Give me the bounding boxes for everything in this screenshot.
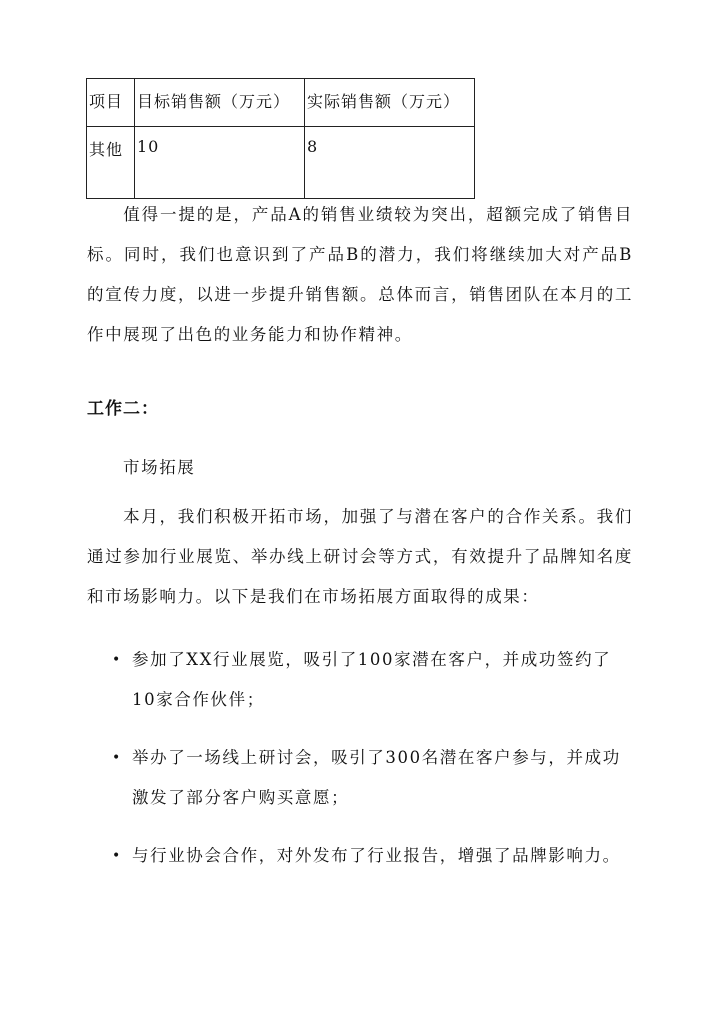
table-row — [87, 127, 475, 199]
list-item — [87, 640, 633, 720]
achievement-list — [87, 640, 633, 894]
table-header-cell: 目标销售额（万元） — [135, 79, 305, 127]
bullet-icon: • — [112, 848, 122, 864]
section-heading: 工作二： — [87, 399, 159, 419]
table-header-cell: 实际销售额（万元） — [305, 79, 475, 127]
summary-paragraph — [87, 195, 633, 355]
table-header-row — [87, 79, 475, 127]
list-item — [87, 738, 633, 818]
bullet-icon: • — [112, 652, 122, 668]
section-subheading: 市场拓展 — [123, 458, 196, 477]
intro-paragraph — [87, 497, 633, 617]
table-cell: 10 — [135, 127, 305, 199]
list-item — [87, 836, 633, 876]
table-cell: 8 — [305, 127, 475, 199]
intro-paragraph-text: 本月，我们积极开拓市场，加强了与潜在客户的合作关系。我们通过参加行业展览、举办线上研讨会等方式，有效提升了品牌知名度和市场影响力。以下是我们在市场拓展方面取得的成果： — [87, 507, 633, 606]
table-header-cell: 项目 — [87, 79, 135, 127]
table-cell: 其他 — [87, 127, 135, 199]
list-item-text: 举办了一场线上研讨会，吸引了300名潜在客户参与，并成功激发了部分客户购买意愿； — [132, 748, 621, 807]
list-item-text: 参加了XX行业展览，吸引了100家潜在客户，并成功签约了10家合作伙伴； — [132, 650, 612, 709]
sales-table — [86, 78, 475, 199]
bullet-icon: • — [112, 750, 122, 766]
summary-paragraph-text: 值得一提的是，产品A的销售业绩较为突出，超额完成了销售目标。同时，我们也意识到了产品B的潜力，我们将继续加大对产品B的宣传力度，以进一步提升销售额。总体而言，销售团队在本月的工作中展现了出色的业务能力和协作精神。 — [87, 205, 633, 344]
list-item-text: 与行业协会合作，对外发布了行业报告，增强了品牌影响力。 — [132, 846, 621, 865]
